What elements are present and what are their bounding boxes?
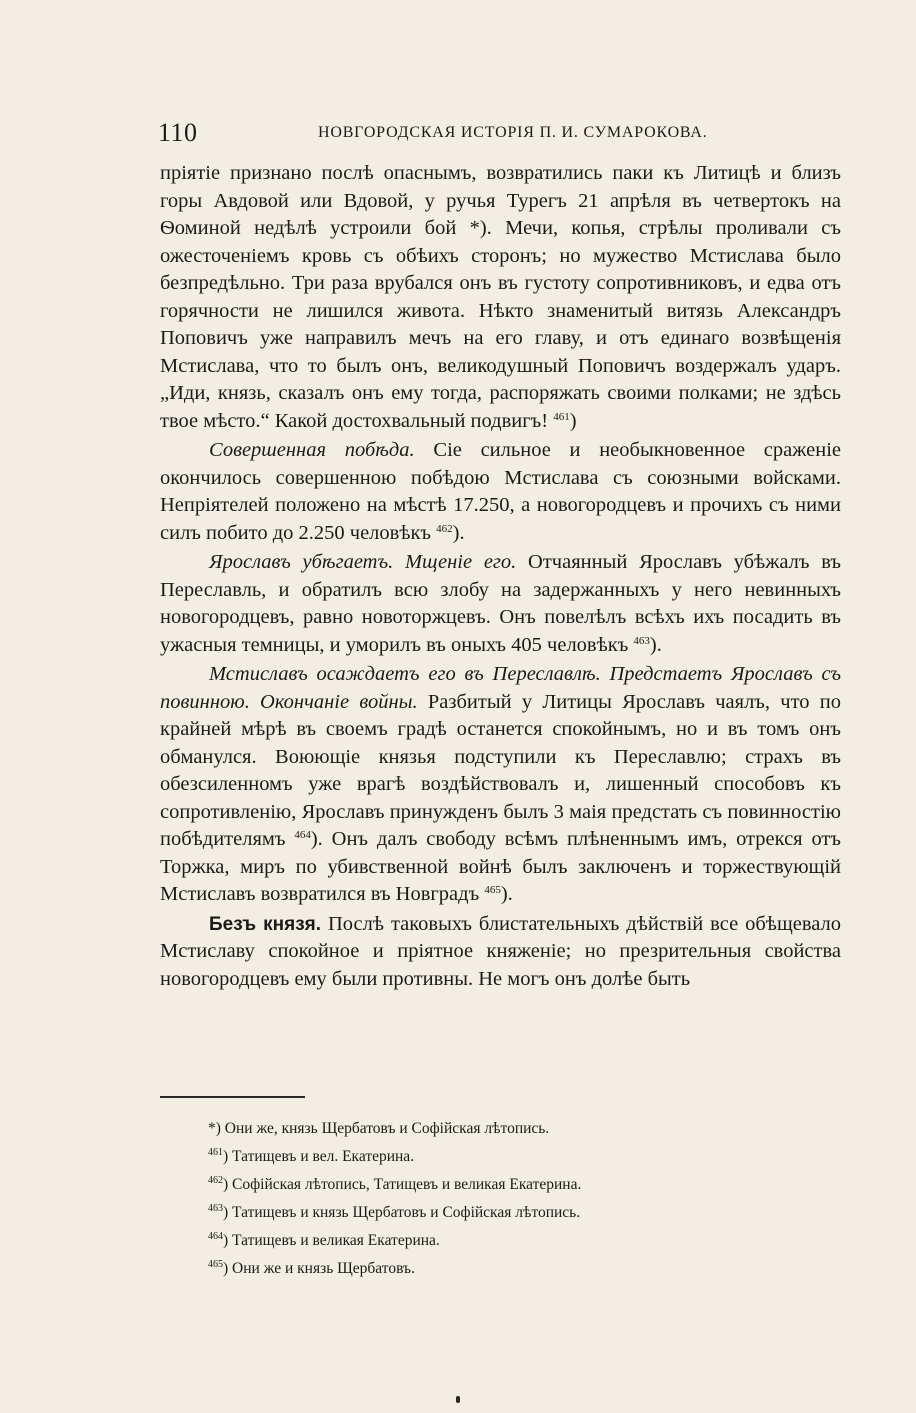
footnote-text: Татищевъ и великая Екатерина. — [232, 1232, 440, 1249]
side-heading: Ярославъ убѣгаетъ. Мщеніе его. — [209, 551, 517, 573]
footnote-divider — [160, 1096, 305, 1098]
footnote: $^{464}$) Татищевъ и великая Екатерина. — [208, 1231, 440, 1249]
footnote-text: Татищевъ и князь Щербатовъ и Софійская лѣтопись. — [232, 1204, 581, 1221]
side-heading: Мстиславъ осаждаетъ его въ Переславлѣ. Предстаетъ Ярославъ съ повинною. Окончаніе войны. — [160, 663, 841, 713]
footnote-text: Татищевъ и вел. Екатерина. — [232, 1148, 415, 1165]
paragraph-text: Отчаянный Ярославъ убѣжалъ въ Переславль, и обратилъ всю злобу на задержанныхъ у него невинныхъ новогородцевъ, равно новоторжцевъ. Онъ повелѣлъ всѣхъ ихъ посадить въ ужасныя темницы, и уморилъ въ оныхъ 405 человѣкъ — [160, 551, 841, 656]
footnote-ref: 464 — [294, 829, 311, 841]
footnote: $^{461}$) Татищевъ и вел. Екатерина. — [208, 1147, 415, 1165]
paragraph — [160, 911, 841, 994]
paragraph: пріятіе признано послѣ опаснымъ, возвратились паки къ Литицѣ и близъ горы Авдовой или Вдовой, у ручья Турегъ 21 апрѣля въ четвертокъ на Ѳоминой недѣлѣ устроили бой *). Мечи, копья, стрѣлы проливали съ ожесточеніемъ кровь съ обѣихъ сторонъ; но мужество Мстислава было безпредѣльно. Три раза врубался онъ въ густоту сопротивниковъ, и едва отъ горячности не лишился живота. Нѣкто знаменитый витязь Александръ Поповичъ уже направилъ мечъ на его главу, и отъ единаго возвѣщенія Мстислава, что то былъ онъ, великодушный Поповичъ воздержалъ ударъ. „Иди, князь, сказалъ онъ ему тогда, распоряжать своими полками; не здѣсь твое мѣсто.“ Какой достохвальный подвигъ! $^{461}$) — [160, 162, 841, 432]
side-heading: Безъ князя. — [209, 913, 322, 935]
paragraph-text: Послѣ таковыхъ блистательныхъ дѣйствій все обѣщевало Мстиславу спокойное и пріятное княженіе; но презрительныя свойства новогородцевъ ему были противны. Не могъ онъ долѣе быть — [160, 912, 841, 990]
paragraph-text: ). Онъ далъ свободу всѣмъ плѣненнымъ имъ, отрекся отъ Торжка, миръ по убивственной войнѣ былъ заключенъ и торжествующій Мстиславъ возвратился въ Новградъ — [160, 828, 841, 905]
paragraph: Мстиславъ осаждаетъ его въ Переславлѣ. Предстаетъ Ярославъ съ повинною. Окончаніе войны. Разбитый у Литицы Ярославъ чаялъ, что по крайней мѣрѣ въ своемъ градѣ останется спокойнымъ, но и въ томъ онъ обманулся. Воюющіе князья подступили къ Переславлю; страхъ въ обезсиленномъ уже врагѣ воздѣйствовалъ и, лишенный способовъ къ сопротивленію, Ярославъ принужденъ былъ 3 маія предстать съ повинностію побѣдителямъ $^{464}$). Онъ далъ свободу всѣмъ плѣненнымъ имъ, отрекся отъ Торжка, миръ по убивственной войнѣ былъ заключенъ и торжествующій Мстиславъ возвратился въ Новградъ $^{465}$). — [160, 663, 841, 905]
footnote: *) Они же, князь Щербатовъ и Софійская лѣтопись. — [208, 1120, 550, 1137]
page-number: 110 — [158, 118, 198, 147]
page-blemish — [456, 1396, 460, 1403]
paragraph: Совершенная побѣда. Сіе сильное и необыкновенное сраженіе окончилось совершенною побѣдою Мстислава съ союзными войсками. Непріятелей положено на мѣстѣ 17.250, а новогородцевъ и прочихъ съ ними силъ побито до 2.250 человѣкъ $^{462}$). — [160, 439, 842, 544]
footnote: $^{465}$) Они же и князь Щербатовъ. — [208, 1259, 415, 1277]
footnote-text: Они же и князь Щербатовъ. — [232, 1260, 415, 1277]
body-text — [160, 160, 841, 993]
side-heading: Совершенная побѣда. — [209, 439, 415, 461]
footnote-text: Они же, князь Щербатовъ и Софійская лѣтопись. — [224, 1120, 550, 1137]
footnote-ref: 462 — [436, 522, 453, 535]
running-head: НОВГОРОДСКАЯ ИСТОРІЯ П. И. СУМАРОКОВА. — [318, 124, 708, 141]
page-header — [158, 118, 841, 148]
footnote-mark: * — [208, 1120, 216, 1137]
footnote-ref: 465 — [484, 884, 501, 896]
footnote-ref: 461 — [553, 410, 570, 423]
footnote-mark: 465 — [208, 1259, 223, 1270]
paragraph-text: Разбитый у Литицы Ярославъ чаялъ, что по крайней мѣрѣ въ своемъ градѣ останется спокойнымъ, но и въ томъ онъ обманулся. Воюющіе князья подступили къ Переславлю; страхъ въ обезсиленномъ уже врагѣ воздѣйствовалъ и, лишенный способовъ къ сопротивленію, Ярославъ принужденъ былъ 3 маія предстать съ повинностію побѣдителямъ — [160, 690, 841, 850]
footnote: $^{462}$) Софійская лѣтопись, Татищевъ и великая Екатерина. — [208, 1175, 582, 1193]
paragraph-text: пріятіе признано послѣ опаснымъ, возвратились паки къ Литицѣ и близъ горы Авдовой или Вдовой, у ручья Турегъ 21 апрѣля въ четвертокъ на Ѳоминой недѣлѣ устроили бой *). Мечи, копья, стрѣлы проливали съ ожесточеніемъ кровь съ обѣихъ сторонъ; но мужество Мстислава было безпредѣльно. Три раза врубался онъ въ густоту сопротивниковъ, и едва отъ горячности не лишился живота. Нѣкто знаменитый витязь Александръ Поповичъ уже направилъ мечъ на его главу, и отъ единаго возвѣщенія Мстислава, что то былъ онъ, великодушный Поповичъ воздержалъ ударъ. „Иди, князь, сказалъ онъ ему тогда, распоряжать своими полками; не здѣсь твое мѣсто.“ Какой достохвальный подвигъ! — [160, 162, 841, 432]
footnote-mark: 464 — [208, 1231, 223, 1242]
footnote-ref: 463 — [633, 634, 650, 647]
paragraph: Ярославъ убѣгаетъ. Мщеніе его. Отчаянный Ярославъ убѣжалъ въ Переславль, и обратилъ всю злобу на задержанныхъ у него невинныхъ новогородцевъ, равно новоторжцевъ. Онъ повелѣлъ всѣхъ ихъ посадить въ ужасныя темницы, и уморилъ въ оныхъ 405 человѣкъ $^{463}$). — [160, 551, 841, 656]
footnote-text: Софійская лѣтопись, Татищевъ и великая Екатерина. — [232, 1176, 582, 1193]
footnote-mark: 461 — [208, 1147, 223, 1158]
paragraph-text: Сіе сильное и необыкновенное сраженіе окончилось совершенною побѣдою Мстислава съ союзными войсками. Непріятелей положено на мѣстѣ 17.250, а новогородцевъ и прочихъ съ ними силъ побито до 2.250 человѣкъ — [160, 439, 842, 544]
footnotes — [208, 1115, 768, 1283]
footnote: $^{463}$) Татищевъ и князь Щербатовъ и Софійская лѣтопись. — [208, 1203, 581, 1221]
footnote-mark: 463 — [208, 1203, 223, 1214]
footnote-mark: 462 — [208, 1175, 223, 1186]
